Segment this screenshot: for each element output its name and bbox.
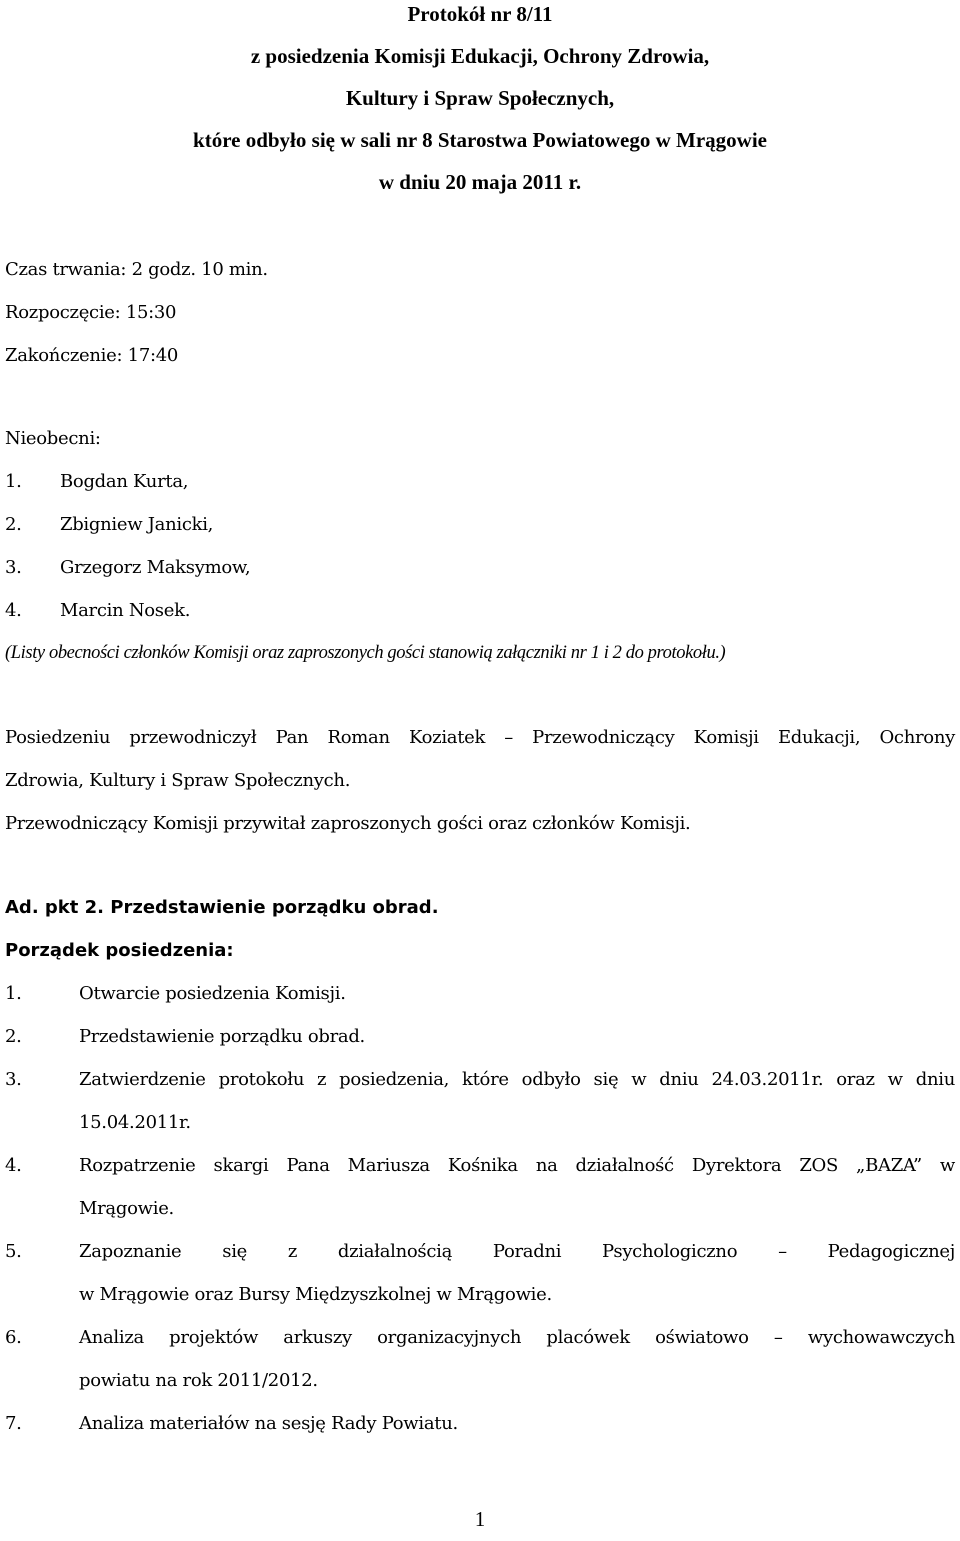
chair-paragraph-line: Zdrowia, Kultury i Spraw Społecznych. bbox=[5, 770, 351, 791]
welcome-paragraph: Przewodniczący Komisji przywitał zaproszonych gości oraz członków Komisji. bbox=[5, 813, 691, 834]
meeting-date: w dniu 20 maja 2011 r. bbox=[378, 170, 582, 194]
agenda-item-number: 4. bbox=[5, 1155, 22, 1176]
agenda-item bbox=[5, 972, 955, 1015]
agenda-item-text: Analiza projektów arkuszy organizacyjnych placówek oświatowo – wychowawczych bbox=[79, 1327, 955, 1348]
agenda-item bbox=[5, 1230, 955, 1316]
agenda-item-text: 15.04.2011r. bbox=[79, 1112, 191, 1133]
list-item bbox=[5, 589, 955, 632]
agenda-item-text: Zapoznanie się z działalnością Poradni Psychologiczno – Pedagogicznej bbox=[79, 1241, 955, 1262]
chair-block bbox=[5, 716, 955, 845]
agenda-subheading: Porządek posiedzenia: bbox=[5, 940, 234, 961]
agenda-item-number: 7. bbox=[5, 1413, 22, 1434]
agenda-item-text: Zatwierdzenie protokołu z posiedzenia, które odbyło się w dniu 24.03.2011r. oraz w dniu bbox=[79, 1069, 955, 1090]
attendance-note: (Listy obecności członków Komisji oraz zaproszonych gości stanowią załączniki nr 1 i 2 do protokołu.) bbox=[5, 643, 726, 663]
agenda-item bbox=[5, 1316, 955, 1402]
start-time-text: Rozpoczęcie: 15:30 bbox=[5, 302, 177, 323]
agenda-item-text: Rozpatrzenie skargi Pana Mariusza Kośnika na działalność Dyrektora ZOS „BAZA” w bbox=[79, 1155, 955, 1176]
list-item-number: 1. bbox=[5, 471, 22, 492]
list-item bbox=[5, 503, 955, 546]
agenda-item bbox=[5, 1144, 955, 1230]
chair-paragraph-line: Posiedzeniu przewodniczył Pan Roman Koziatek – Przewodniczący Komisji Edukacji, Ochrony bbox=[5, 727, 955, 748]
agenda-item-text: Analiza materiałów na sesję Rady Powiatu. bbox=[79, 1413, 458, 1434]
committee-line-2: Kultury i Spraw Społecznych, bbox=[345, 86, 615, 110]
agenda-item bbox=[5, 1402, 955, 1445]
list-item-number: 2. bbox=[5, 514, 22, 535]
agenda-item-text: w Mrągowie oraz Bursy Międzyszkolnej w Mrągowie. bbox=[79, 1284, 552, 1305]
list-item-number: 4. bbox=[5, 600, 22, 621]
agenda-item-text: Otwarcie posiedzenia Komisji. bbox=[79, 983, 346, 1004]
committee-line: z posiedzenia Komisji Edukacji, Ochrony Zdrowia, bbox=[250, 44, 710, 68]
end-time-text: Zakończenie: 17:40 bbox=[5, 345, 179, 366]
agenda-item-text: Przedstawienie porządku obrad. bbox=[79, 1026, 365, 1047]
meeting-location: które odbyło się w sali nr 8 Starostwa Powiatowego w Mrągowie bbox=[193, 128, 767, 152]
list-item bbox=[5, 546, 955, 589]
agenda-item-number: 2. bbox=[5, 1026, 22, 1047]
duration-text: Czas trwania: 2 godz. 10 min. bbox=[5, 259, 268, 280]
agenda-item bbox=[5, 1058, 955, 1144]
section-heading: Ad. pkt 2. Przedstawienie porządku obrad. bbox=[5, 897, 439, 918]
list-item-number: 3. bbox=[5, 557, 22, 578]
absent-block bbox=[5, 417, 955, 675]
list-item bbox=[5, 460, 955, 503]
agenda-item-number: 5. bbox=[5, 1241, 22, 1262]
agenda-item-number: 1. bbox=[5, 983, 22, 1004]
page-number: 1 bbox=[474, 1507, 486, 1531]
protocol-title: Protokół nr 8/11 bbox=[407, 2, 553, 26]
list-item-name: Grzegorz Maksymow, bbox=[60, 557, 251, 578]
agenda-item-text: powiatu na rok 2011/2012. bbox=[79, 1370, 318, 1391]
list-item-name: Bogdan Kurta, bbox=[60, 471, 189, 492]
list-item-name: Marcin Nosek. bbox=[60, 600, 191, 621]
agenda-item-number: 3. bbox=[5, 1069, 22, 1090]
agenda-item bbox=[5, 1015, 955, 1058]
list-item-name: Zbigniew Janicki, bbox=[60, 514, 214, 535]
agenda-item-text: Mrągowie. bbox=[79, 1198, 174, 1219]
document-header bbox=[0, 0, 960, 203]
agenda-section bbox=[5, 886, 955, 1445]
absent-label: Nieobecni: bbox=[5, 428, 101, 449]
agenda-item-number: 6. bbox=[5, 1327, 22, 1348]
timing-block bbox=[5, 248, 955, 377]
